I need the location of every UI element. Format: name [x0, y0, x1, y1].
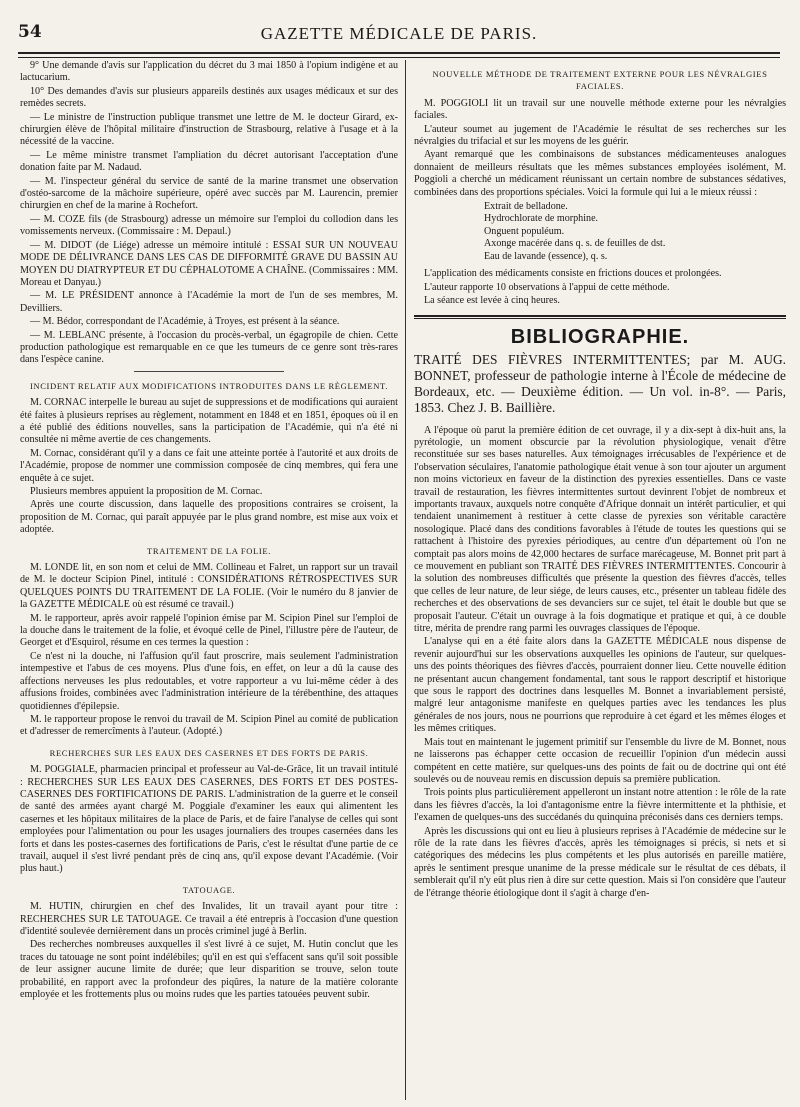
section-title: NOUVELLE MÉTHODE DE TRAITEMENT EXTERNE POUR LES NÉVRALGIES FACIALES. — [432, 69, 768, 92]
bibliography-paragraph: A l'époque où parut la première édition de cet ouvrage, il y a dix-sept à dix-huit ans, la pyrétologie, un moment obscurcie par la révolution physiologique, venait d'être reconstituée sur ses bases naturelles. Aux témoignages irrécusables de l'expérience et de l'observation séculaires, l'anatomie pathologique était venue à son tour ajouter un argument non moins victorieux en faveur de la distinction des pyrexies essentielles. Dans ce vaste travail de restauration, les fièvres intermittentes surtout devinrent l'objet de nombreux et importants travaux, auxquels notre conquête d'Afrique donnait un intérêt particulier, et qui tendaient unanimement à restituer à cette classe de pyrexies son véritable caractère nosologique. Placé dans des conditions favorables à l'étude de toutes les questions qui se rattachent à l'histoire des pyrexies périodiques, au centre d'un département où l'on ne comptait pas alors moins de 42,000 hectares de surface marécageuse, M. Bonnet prit part à ce mouvement en publiant son TRAITÉ DES FIÈVRES INTERMITTENTES. Concourir à la solution des nombreuses difficultés que présente la question des fièvres d'accès, telles que celles de leur nature, de leur siége, de leurs causes, etc., présenter un tableau fidèle des recherches et des observations de ses devanciers sur ce sujet, tel était le double but que se proposait l'auteur. C'était un ouvrage à la fois dogmatique et pratique et qui, à ce double titre, mérita de prendre rang parmi les ouvrages classiques de l'époque. — [414, 424, 786, 635]
journal-title: GAZETTE MÉDICALE DE PARIS. — [260, 24, 538, 43]
formula-item: Extrait de belladone. — [484, 201, 568, 213]
paragraph: L'auteur rapporte 10 observations à l'appui de cette méthode. — [424, 281, 670, 293]
paragraph: M. CORNAC interpelle le bureau au sujet de suppressions et de modifications qui auraient été faites à plusieurs reprises au règlement, notamment en 1848 et en 1851, époques où il en a été publié des éditions nouvelles, sans la participation de l'Académie, qui n'a été ni consultée ni même avertie de ces changements. — [20, 397, 398, 446]
formula-item: Eau de lavande (essence), q. s. — [484, 250, 608, 262]
section-title: TRAITEMENT DE LA FOLIE. — [147, 545, 271, 556]
paragraph: Après une courte discussion, dans laquelle des propositions contraires se croisent, la proposition de M. Cornac, qui paraît appuyée par le plus grand nombre, est mise aux voix et adoptée. — [20, 499, 398, 536]
paragraph: — M. COZE fils (de Strasbourg) adresse un mémoire sur l'emploi du collodion dans les vomissements nerveux. (Commissaire : M. Depaul.) — [20, 213, 398, 238]
paragraph: Des recherches nombreuses auxquelles il s'est livré à ce sujet, M. Hutin conclut que les traces du tatouage ne sont point indélébiles; qu'il en est qui s'effacent sans qu'il soit possible de leur assigner aucune limite de durée; que leur disparition se trouve, selon toute probabilité, en rapport avec la profondeur des piqûres, la nature de la matière colorante employée et les frottements plus ou moins rudes que les parties tatouées peuvent subir. — [20, 939, 398, 1001]
paragraph: 10° Des demandes d'avis sur plusieurs appareils destinés aux usages médicaux et sur des remèdes secrets. — [20, 85, 398, 110]
bibliography-paragraph: Trois points plus particulièrement appelleront un instant notre attention : le rôle de la rate dans les fièvres d'accès, la loi d'antagonisme entre la fièvre intermittente et la phthisie, et l'examen de quelques-uns des succédanés du quinquina préconisés dans ces derniers temps. — [414, 787, 786, 824]
paragraph: L'auteur soumet au jugement de l'Académie le résultat de ses recherches sur les névralgies du trifacial et sur les moyens de les guérir. — [414, 123, 786, 148]
paragraph: Ayant remarqué que les combinaisons de substances médicamenteuses analogues donnaient de meilleurs résultats que les mêmes substances employées isolément, M. Poggioli a cherché un médicament réunissant un certain nombre de substances sédatives, combinées dans des proportions spéciales. Voici la formule qui lui a le mieux réussi : — [414, 149, 786, 198]
paragraph: M. le rapporteur propose le renvoi du travail de M. Scipion Pinel au comité de publication et d'adresser de remercîments à l'auteur. (Adopté.) — [20, 713, 398, 738]
paragraph: M. POGGIOLI lit un travail sur une nouvelle méthode externe pour les névralgies faciales. — [414, 97, 786, 122]
paragraph: Ce n'est ni la douche, ni l'affusion qu'il faut proscrire, mais seulement l'administration intempestive et l'abus de ces moyens. Plus d'une fois, en effet, on leur a dû la cause des affections nerveuses les plus redoutables, et votre rapporteur a vu lui-même céder à des affusions froides, combinées avec l'administration intérieure de la térébenthine, des attaques quotidiennes d'épilepsie. — [20, 650, 398, 712]
right-column — [414, 60, 786, 901]
paragraph: — M. l'inspecteur général du service de santé de la marine transmet une observation d'ostéo-sarcome de la mâchoire supérieure, opéré avec succès par M. Laurencin, premier chirurgien en chef de la marine à Rochefort. — [20, 175, 398, 212]
paragraph: M. LONDE lit, en son nom et celui de MM. Collineau et Falret, un rapport sur un travail de M. le docteur Scipion Pinel, intitulé : CONSIDÉRATIONS RÉTROSPECTIVES SUR QUELQUES POINTS DU TRAITEMENT DE LA FOLIE. (Voir le numéro du 8 janvier de la GAZETTE MÉDICALE où est résumé ce travail.) — [20, 562, 398, 611]
paragraph: L'application des médicaments consiste en frictions douces et prolongées. — [424, 268, 722, 280]
bibliography-paragraph: Après les discussions qui ont eu lieu à plusieurs reprises à l'Académie de médecine sur le rôle de la rate dans les fièvres d'accès, après les témoignages si précis, si nets et si catégoriques des médecins les plus compétents et les plus autorisés en pareille matière, après le sentiment presque unanime de la presse médicale sur le résultat de ces débats, il semblerait qu'il n'y eût plus rien à dire sur cette question. Mais si l'on considère que l'auteur de l'étrange théorie étiologique dont il s'agit à charge d'en- — [414, 825, 786, 899]
formula-item: Axonge macérée dans q. s. de feuilles de dst. — [484, 238, 666, 250]
section-title: TATOUAGE. — [182, 884, 236, 895]
page-number: 54 — [18, 22, 42, 42]
paragraph: — M. Bédor, correspondant de l'Académie, à Troyes, est présent à la séance. — [30, 316, 340, 328]
paragraph: — M. DIDOT (de Liége) adresse un mémoire intitulé : ESSAI SUR UN NOUVEAU MODE DE DÉLIVRANCE DANS LES CAS DE DIFFORMITÉ GRAVE DU BASSIN AU MOYEN DU DIATRYPTEUR ET DU CÉPHALOTOME A CHAÎNE. (Commissaires : MM. Moreau et Danyau.) — [20, 239, 398, 288]
column-divider — [405, 60, 406, 1100]
book-heading: TRAITÉ DES FIÈVRES INTERMITTENTES; par M. AUG. BONNET, professeur de pathologie interne à l'École de médecine de Bordeaux, etc. — Deuxième édition. — Un vol. in-8°. — Paris, 1853. Chez J. B. Baillière. — [414, 351, 786, 416]
formula-item: Hydrochlorate de morphine. — [484, 213, 599, 225]
paragraph: — M. LE PRÉSIDENT annonce à l'Académie la mort de l'un de ses membres, M. Devilliers. — [20, 290, 398, 314]
paragraph: — M. LEBLANC présente, à l'occasion du procès-verbal, un égagropile de chien. Cette production pathologique est remarquable en ce que les tumeurs de ce genre sont très-rares dans l'espèce canine. — [20, 329, 398, 366]
academy-session-continued — [414, 68, 786, 199]
page-header — [18, 22, 780, 50]
section-rule — [134, 371, 284, 372]
paragraph: M. Cornac, considérant qu'il y a dans ce fait une atteinte portée à l'autorité et aux droits de l'Académie, propose de nommer une commission composée de cinq membres, qui fera une enquête à ce sujet. — [20, 447, 398, 484]
paragraph: M. HUTIN, chirurgien en chef des Invalides, lit un travail ayant pour titre : RECHERCHES SUR LE TATOUAGE. Ce travail a été entrepris à l'occasion d'une question d'identité soulevée dernièrement dans un procès criminel jugé à Berlin. — [20, 901, 398, 937]
bibliography-title: BIBLIOGRAPHIE. — [510, 326, 690, 349]
paragraph: Plusieurs membres appuient la proposition de M. Cornac. — [30, 486, 263, 497]
bibliography-body — [414, 425, 786, 900]
left-column — [20, 60, 398, 1002]
session-closing — [414, 268, 786, 307]
formula-item: Onguent populéum. — [484, 225, 565, 237]
paragraph: — Le ministre de l'instruction publique transmet une lettre de M. le docteur Girard, ex-chirurgien élève de l'hôpital militaire d'instruction de Strasbourg, relative à l'usage et à la nécessité de la vaccine. — [20, 111, 398, 148]
formula-list — [484, 201, 786, 263]
paragraph: M. POGGIALE, pharmacien principal et professeur au Val-de-Grâce, lit un travail intitulé : RECHERCHES SUR LES EAUX DES CASERNES, DES FORTS ET DES POSTES-CASERNES DES FORTIFICATIONS DE PARIS. L'administration de la guerre et le conseil de santé des armées ayant chargé M. Poggiale d'examiner les eaux qui alimentent les casernes et les hôpitaux militaires de la place de Paris, et de faire l'analyse de celles qui sont employées pour l'alimentation ou pour les usages journaliers des troupes casernées dans les forts et dans les postes-casernes des fortifications de Paris, c'est le résultat d'une partie de ce travail, auquel il s'est livré pendant près de cinq ans, qu'il expose devant l'Académie. (Voir plus haut.) — [20, 764, 398, 875]
paragraph: — Le même ministre transmet l'ampliation du décret autorisant l'acceptation d'une donation faite par M. Nadaud. — [20, 149, 398, 174]
bibliography-separator — [414, 315, 786, 319]
section-title: INCIDENT RELATIF AUX MODIFICATIONS INTRODUITES DANS LE RÈGLEMENT. — [29, 380, 389, 391]
paragraph: M. le rapporteur, après avoir rappelé l'opinion émise par M. Scipion Pinel sur l'emploi de la douche dans le traitement de la folie, et évoqué celle de Pinel, l'illustre père de l'auteur, de Georget et d'Esquirol, résume en ces termes la question : — [20, 612, 398, 649]
bibliography-paragraph: L'analyse qui en a été faite alors dans la GAZETTE MÉDICALE nous dispense de revenir aujourd'hui sur les observations auxquelles les opinions de l'auteur, sur quelques-uns des points théoriques des fièvres d'accès, pourraient donner lieu. Cette nouvelle édition ne présentant aucun changement fondamental, tant sous le rapport descriptif et historique que sous le rapport des doctrines dans lesquelles M. Bonnet a invariablement persisté, malgré leur antagonisme manifeste en quelques parties avec les tendances les plus générales de nos jours, nous ne pourrions que reproduire à cet égard et les mêmes éloges et les mêmes critiques. — [414, 636, 786, 735]
section-title: RECHERCHES SUR LES EAUX DES CASERNES ET DES FORTS DE PARIS. — [49, 747, 369, 758]
header-rule — [18, 52, 780, 58]
paragraph: La séance est levée à cinq heures. — [424, 294, 560, 306]
paragraph: 9° Une demande d'avis sur l'application du décret du 3 mai 1850 à l'opium indigène et au lactucarium. — [20, 60, 398, 84]
bibliography-paragraph: Mais tout en maintenant le jugement primitif sur l'ensemble du livre de M. Bonnet, nous ne laisserons pas échapper cette occasion de recueillir l'opinion d'un médecin aussi compétent en cette matière, sur quelques-uns des points de fait ou de doctrine qui ont été soulevés ou de nouveau remis en discussion depuis sa première publication. — [414, 736, 786, 785]
